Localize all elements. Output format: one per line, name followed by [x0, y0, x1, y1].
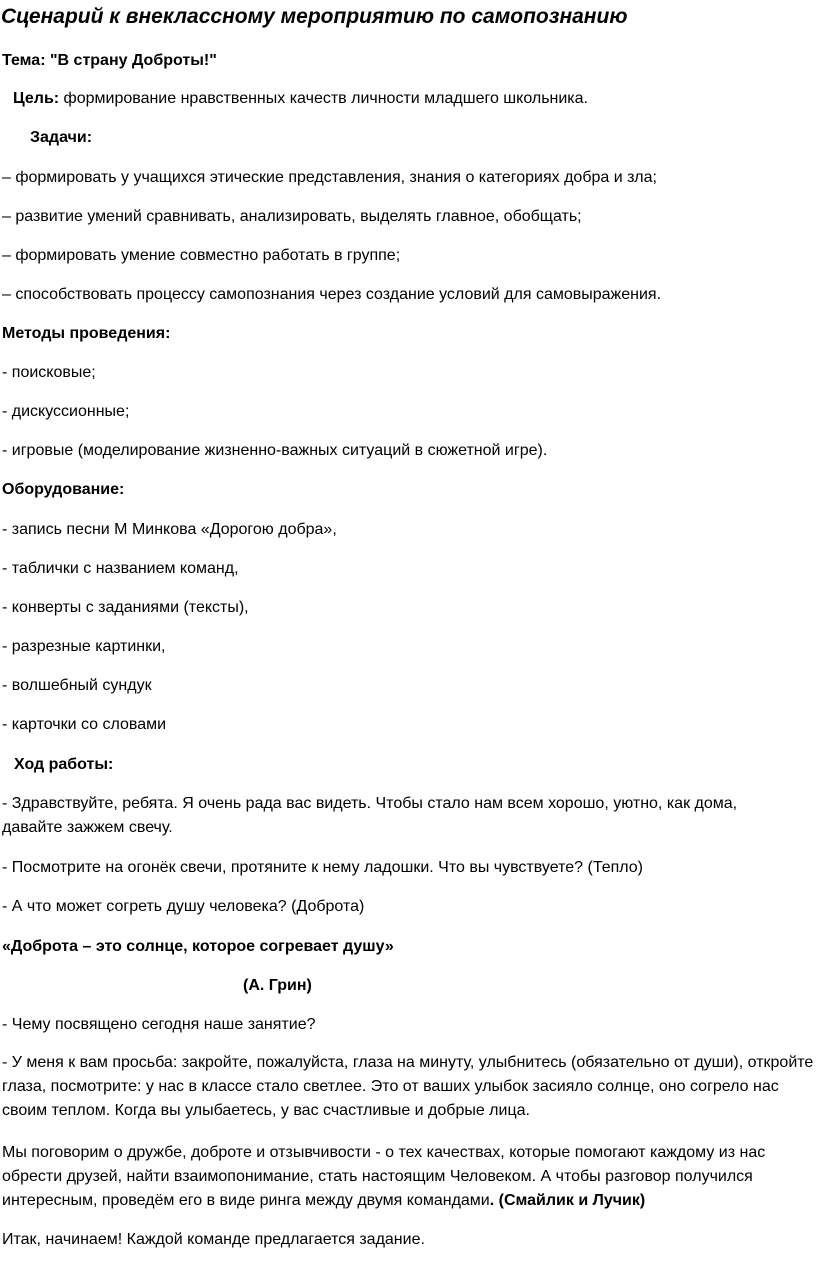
- equipment-item: - таблички с названием команд,: [2, 560, 239, 577]
- equipment-heading: Оборудование:: [2, 481, 125, 498]
- paragraph-topic-question: - Чему посвящено сегодня наше занятие?: [2, 1016, 316, 1033]
- task-item: – формировать умение совместно работать в группе;: [2, 247, 401, 264]
- task-item: – способствовать процессу самопознания через создание условий для самовыражения.: [2, 286, 662, 303]
- task-item: – развитие умений сравнивать, анализировать, выделять главное, обобщать;: [2, 208, 582, 225]
- quote-author: (А. Грин): [243, 977, 312, 994]
- method-item: - дискуссионные;: [2, 403, 130, 420]
- methods-heading: Методы проведения:: [2, 325, 171, 342]
- goal-label: Цель:: [13, 90, 60, 107]
- paragraph-candle: - Посмотрите на огонёк свечи, протяните к нему ладошки. Что вы чувствуете? (Тепло): [2, 859, 643, 876]
- paragraph-question: - А что может согреть душу человека? (Доброта): [2, 898, 365, 915]
- progress-heading: Ход работы:: [14, 756, 114, 773]
- paragraph-greeting: - Здравствуйте, ребята. Я очень рада вас видеть. Чтобы стало нам всем хорошо, уютно, как дома, давайте зажжем свечу.: [2, 795, 738, 836]
- paragraph-smile: - У меня к вам просьба: закройте, пожалуйста, глаза на минуту, улыбнитесь (обязательно от души), откройте глаза, посмотрите: у нас в классе стало светлее. Это от ваших улыбок засияло солнце, оно согрело нас своим теплом. Когда вы улыбаетесь, у вас счастливые и добрые лица.: [2, 1054, 814, 1119]
- equipment-item: - карточки со словами: [2, 716, 167, 733]
- equipment-item: - конверты с заданиями (тексты),: [2, 599, 249, 616]
- equipment-item: - запись песни М Минкова «Дорогою добра»,: [2, 521, 337, 538]
- tasks-heading: Задачи:: [30, 129, 93, 146]
- task-item: – формировать у учащихся этические представления, знания о категориях добра и зла;: [2, 169, 657, 186]
- goal-line: [13, 89, 588, 109]
- theme-line: [2, 51, 217, 71]
- method-item: - поисковые;: [2, 364, 96, 381]
- equipment-item: - волшебный сундук: [2, 677, 152, 694]
- document-title: Сценарий к внеклассному мероприятию по самопознанию: [1, 5, 628, 28]
- paragraph-friendship: Мы поговорим о дружбе, доброте и отзывчивости - о тех качествах, которые помогают каждому из нас обрести друзей, найти взаимопонимание, стать настоящим Человеком. А чтобы разговор получился интересным, проведём его в виде ринга между двумя командами. (Смайлик и Лучик): [2, 1144, 766, 1209]
- goal-text: формирование нравственных качеств личности младшего школьника.: [59, 90, 588, 107]
- paragraph-start: Итак, начинаем! Каждой команде предлагается задание.: [2, 1231, 425, 1248]
- teams-names: . (Смайлик и Лучик): [489, 1192, 646, 1209]
- method-item: - игровые (моделирование жизненно-важных ситуаций в сюжетной игре).: [2, 442, 548, 459]
- quote-text: «Доброта – это солнце, которое согревает душу»: [2, 938, 394, 955]
- theme-label: Тема: "В страну Доброты!": [2, 52, 217, 69]
- equipment-item: - разрезные картинки,: [2, 638, 166, 655]
